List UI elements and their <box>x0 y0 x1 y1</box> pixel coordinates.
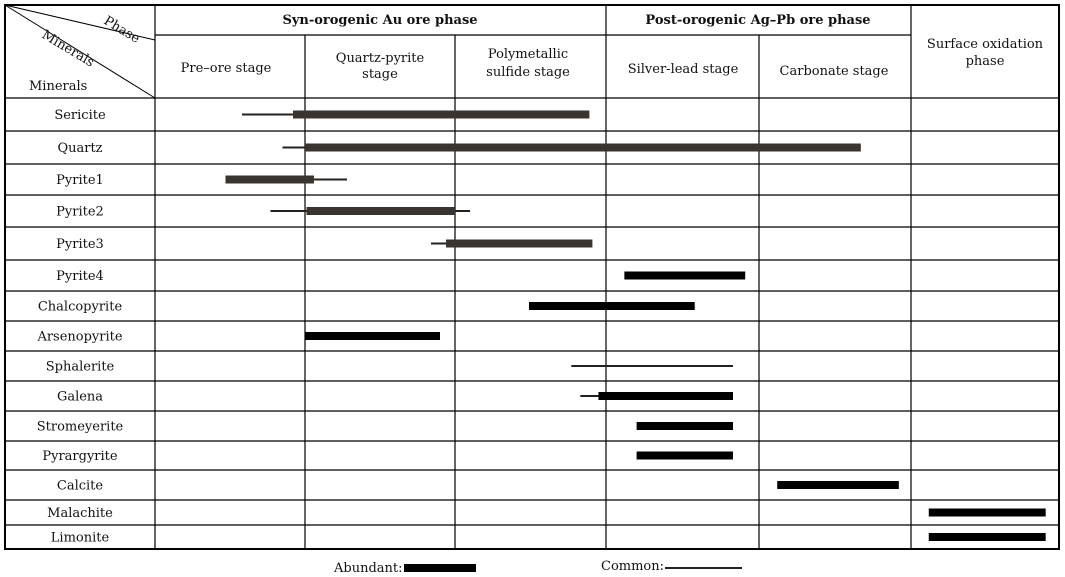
mineral-label: Chalcopyrite <box>37 299 123 315</box>
stage-quartz-pyrite-line1: Quartz-pyrite <box>335 51 425 66</box>
mineral-duration-bars <box>226 111 1046 542</box>
mineral-label: Pyrite2 <box>56 204 104 220</box>
stage-pre-ore: Pre–ore stage <box>180 61 272 76</box>
corner-minerals-label: Minerals <box>29 79 88 94</box>
abundant-bar <box>305 144 861 152</box>
table-border <box>5 5 1059 549</box>
mineral-label: Pyrite1 <box>56 173 104 188</box>
stage-carbonate: Carbonate stage <box>779 64 889 79</box>
mineral-labels <box>36 108 123 546</box>
mineral-label: Arsenopyrite <box>37 329 123 345</box>
abundant-bar <box>529 302 695 310</box>
legend-common-label: Common: <box>601 559 665 574</box>
abundant-bar <box>637 452 733 460</box>
abundant-bar <box>598 392 733 400</box>
stage-polymetallic-line1: Polymetallic <box>487 47 569 62</box>
abundant-bar <box>637 422 733 430</box>
abundant-bar <box>293 111 589 119</box>
mineral-label: Sphalerite <box>45 359 115 375</box>
mineral-label: Quartz <box>57 141 103 156</box>
abundant-bar <box>226 176 315 184</box>
abundant-bar <box>929 533 1046 541</box>
mineral-label: Pyrite4 <box>56 269 104 284</box>
abundant-bar <box>446 240 592 248</box>
table-header <box>29 13 1044 94</box>
mineral-label: Galena <box>56 389 104 405</box>
mineral-label: Sericite <box>54 108 106 123</box>
phase-syn-orogenic: Syn-orogenic Au ore phase <box>282 13 478 28</box>
abundant-bar <box>307 207 456 215</box>
phase-post-orogenic: Post-orogenic Ag–Pb ore phase <box>645 13 871 28</box>
legend <box>333 559 742 576</box>
stage-quartz-pyrite-line2: stage <box>362 67 398 82</box>
mineral-label: Pyrargyrite <box>42 449 118 464</box>
legend-abundant-label: Abundant: <box>334 561 403 576</box>
table-grid <box>5 5 1059 549</box>
legend-abundant-swatch <box>404 564 476 572</box>
corner-minerals-diagonal-label: Minerals <box>38 27 97 71</box>
stage-polymetallic-line2: sulfide stage <box>486 65 570 80</box>
phase-surface-oxidation-line1: Surface oxidation <box>926 37 1044 52</box>
phase-surface-oxidation-line2: phase <box>965 54 1005 69</box>
abundant-bar <box>305 332 440 340</box>
abundant-bar <box>777 481 899 489</box>
mineral-label: Limonite <box>50 530 110 546</box>
abundant-bar <box>624 272 745 280</box>
stage-silver-lead: Silver-lead stage <box>627 62 739 77</box>
mineral-label: Stromeyerite <box>36 419 124 435</box>
abundant-bar <box>929 509 1046 517</box>
mineral-label: Calcite <box>56 478 104 494</box>
mineral-label: Pyrite3 <box>56 237 104 252</box>
mineral-label: Malachite <box>47 506 113 521</box>
corner-phase-label: Phase <box>100 13 143 47</box>
